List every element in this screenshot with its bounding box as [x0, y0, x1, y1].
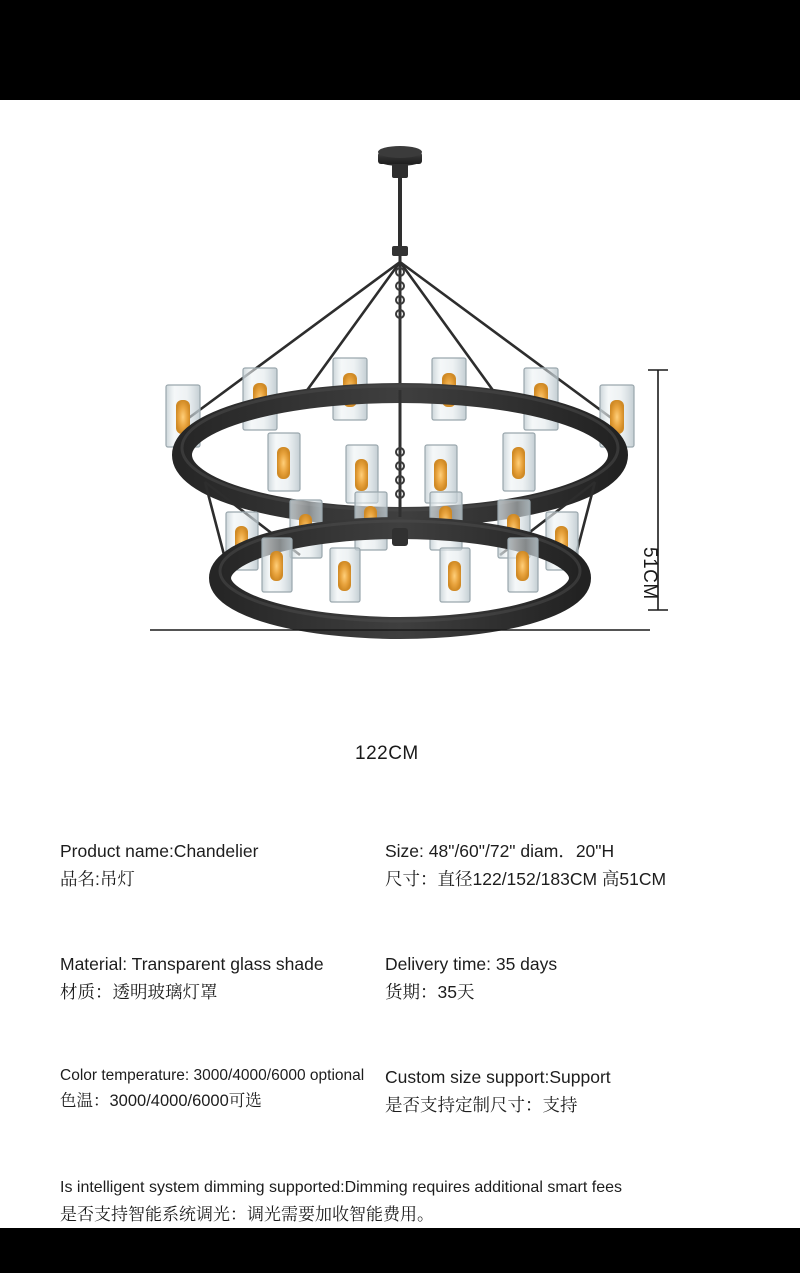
spec-row-colortemp-custom [0, 1064, 800, 1119]
product-illustration [0, 100, 800, 690]
custom-size-zh: 是否支持定制尺寸：支持 [385, 1095, 578, 1116]
product-name-zh: 品名:吊灯 [60, 869, 135, 890]
white-content-sheet [0, 100, 800, 1228]
lamp [268, 433, 300, 491]
dimming-en: Is intelligent system dimming supported:Dimming requires additional smart fees [60, 1179, 623, 1197]
spec-material [0, 951, 385, 1006]
lamp [503, 433, 535, 491]
product-name-en: Product name:Chandelier [60, 841, 259, 861]
lamp [440, 548, 470, 602]
ceiling-canopy [378, 146, 422, 178]
dimming-zh: 是否支持智能系统调光：调光需要加收智能费用。 [60, 1204, 434, 1224]
center-finial [392, 528, 408, 546]
spec-color-temperature [0, 1064, 385, 1119]
custom-size-en: Custom size support:Support [385, 1067, 611, 1088]
spec-delivery [385, 951, 800, 1006]
delivery-en: Delivery time: 35 days [385, 954, 558, 975]
material-en: Material: Transparent glass shade [60, 954, 324, 975]
spec-product-name [0, 838, 385, 893]
specification-list [0, 740, 800, 1228]
material-zh: 材质：透明玻璃灯罩 [60, 982, 218, 1003]
spec-row-dimming [0, 1175, 800, 1228]
height-dimension-label: 51CM [639, 547, 660, 600]
lamp [508, 538, 538, 592]
width-dimension-label: 122CM [355, 743, 419, 764]
size-zh: 尺寸：直径122/152/183CM 高51CM [385, 869, 667, 890]
rod-joint [392, 246, 408, 256]
color-temp-en: Color temperature: 3000/4000/6000 optional [60, 1067, 365, 1085]
center-chain [396, 256, 404, 390]
spec-size [385, 838, 800, 893]
lamp [262, 538, 292, 592]
size-en: Size: 48"/60"/72" diam．20"H [385, 841, 615, 861]
spec-custom-size [385, 1064, 800, 1119]
lamp [330, 548, 360, 602]
color-temp-zh: 色温：3000/4000/6000可选 [60, 1092, 262, 1111]
spec-row-material-delivery [0, 951, 800, 1006]
delivery-zh: 货期：35天 [385, 982, 475, 1003]
spec-row-name-size [0, 838, 800, 893]
